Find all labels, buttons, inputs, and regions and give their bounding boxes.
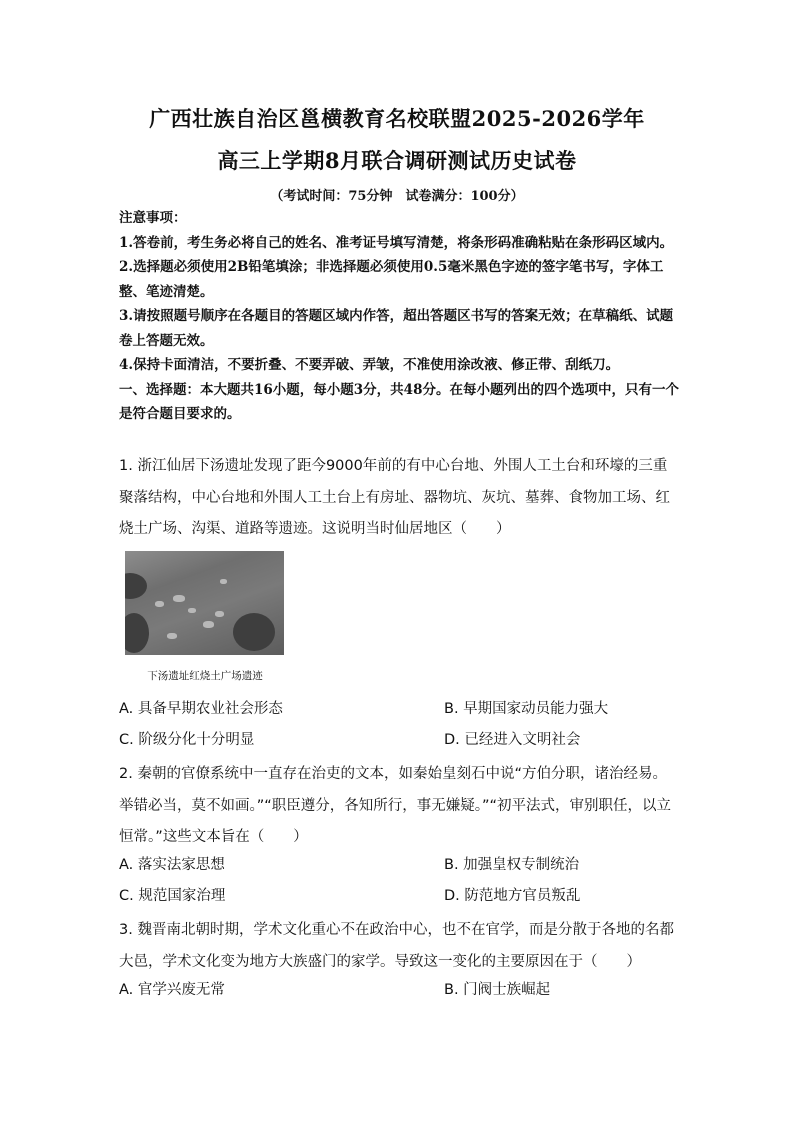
q2-option-d[interactable]: D. 防范地方官员叛乱 [444, 888, 581, 904]
section-instruction: 一、选择题：本大题共16小题，每小题3分，共48分。在每小题列出的四个选项中，只有一个是符合题目要求的。 [119, 381, 679, 422]
site-photo [125, 551, 284, 655]
q3-option-a[interactable]: A. 官学兴废无常 [119, 982, 225, 998]
note-item-3: 3.请按照题号顺序在各题目的答题区域内作答，超出答题区书写的答案无效；在草稿纸、试题卷上答题无效。 [119, 308, 674, 349]
q3-option-b[interactable]: B. 门阀士族崛起 [444, 982, 551, 998]
figure-caption: 下汤遗址红烧土广场遗迹 [147, 670, 263, 682]
note-item-1: 1.答卷前，考生务必将自己的姓名、准考证号填写清楚，将条形码准确粘贴在条形码区域内。 [119, 234, 674, 251]
note-item-2: 2.选择题必须使用2B铅笔填涂；非选择题必须使用0.5毫米黑色字迹的签字笔书写，字体工整、笔迹清楚。 [119, 259, 664, 300]
question-2-stem [119, 759, 679, 854]
q1-option-d[interactable]: D. 已经进入文明社会 [444, 732, 581, 748]
notes-heading: 注意事项： [119, 210, 187, 226]
exam-subtitle: （考试时间：75分钟 试卷满分：100分） [270, 189, 524, 204]
q2-option-b[interactable]: B. 加强皇权专制统治 [444, 857, 580, 873]
notes-block [119, 206, 679, 427]
q1-option-c[interactable]: C. 阶级分化十分明显 [119, 732, 255, 748]
question-2-text: 2. 秦朝的官僚系统中一直存在治吏的文本，如秦始皇刻石中说“方伯分职，诸治经易。举错必当，莫不如画。”“职臣遵分，各知所行，事无嫌疑。”“初平法式，审别职任，以立恒常。”这些文本旨在（ ） [119, 766, 672, 845]
exam-title-line1: 广西壮族自治区邕横教育名校联盟2025-2026学年 [149, 106, 645, 131]
exam-title-line2: 高三上学期8月联合调研测试历史试卷 [217, 148, 577, 173]
question-3-text: 3. 魏晋南北朝时期，学术文化重心不在政治中心，也不在官学，而是分散于各地的名都大邑，学术文化变为地方大族盛门的家学。导致这一变化的主要原因在于（ ） [119, 922, 674, 970]
question-1-stem [119, 451, 679, 546]
question-3-stem [119, 915, 679, 978]
q1-option-a[interactable]: A. 具备早期农业社会形态 [119, 701, 283, 717]
q1-option-b[interactable]: B. 早期国家动员能力强大 [444, 701, 609, 717]
question-1-text: 1. 浙江仙居下汤遗址发现了距今9000年前的有中心台地、外围人工土台和环壕的三重聚落结构，中心台地和外围人工土台上有房址、器物坑、灰坑、墓葬、食物加工场、红烧土广场、沟渠、道路等遗迹。这说明当时仙居地区（ ） [119, 458, 670, 537]
q2-option-c[interactable]: C. 规范国家治理 [119, 888, 226, 904]
note-item-4: 4.保持卡面清洁，不要折叠、不要弄破、弄皱，不准使用涂改液、修正带、刮纸刀。 [119, 357, 620, 373]
q2-option-a[interactable]: A. 落实法家思想 [119, 857, 225, 873]
